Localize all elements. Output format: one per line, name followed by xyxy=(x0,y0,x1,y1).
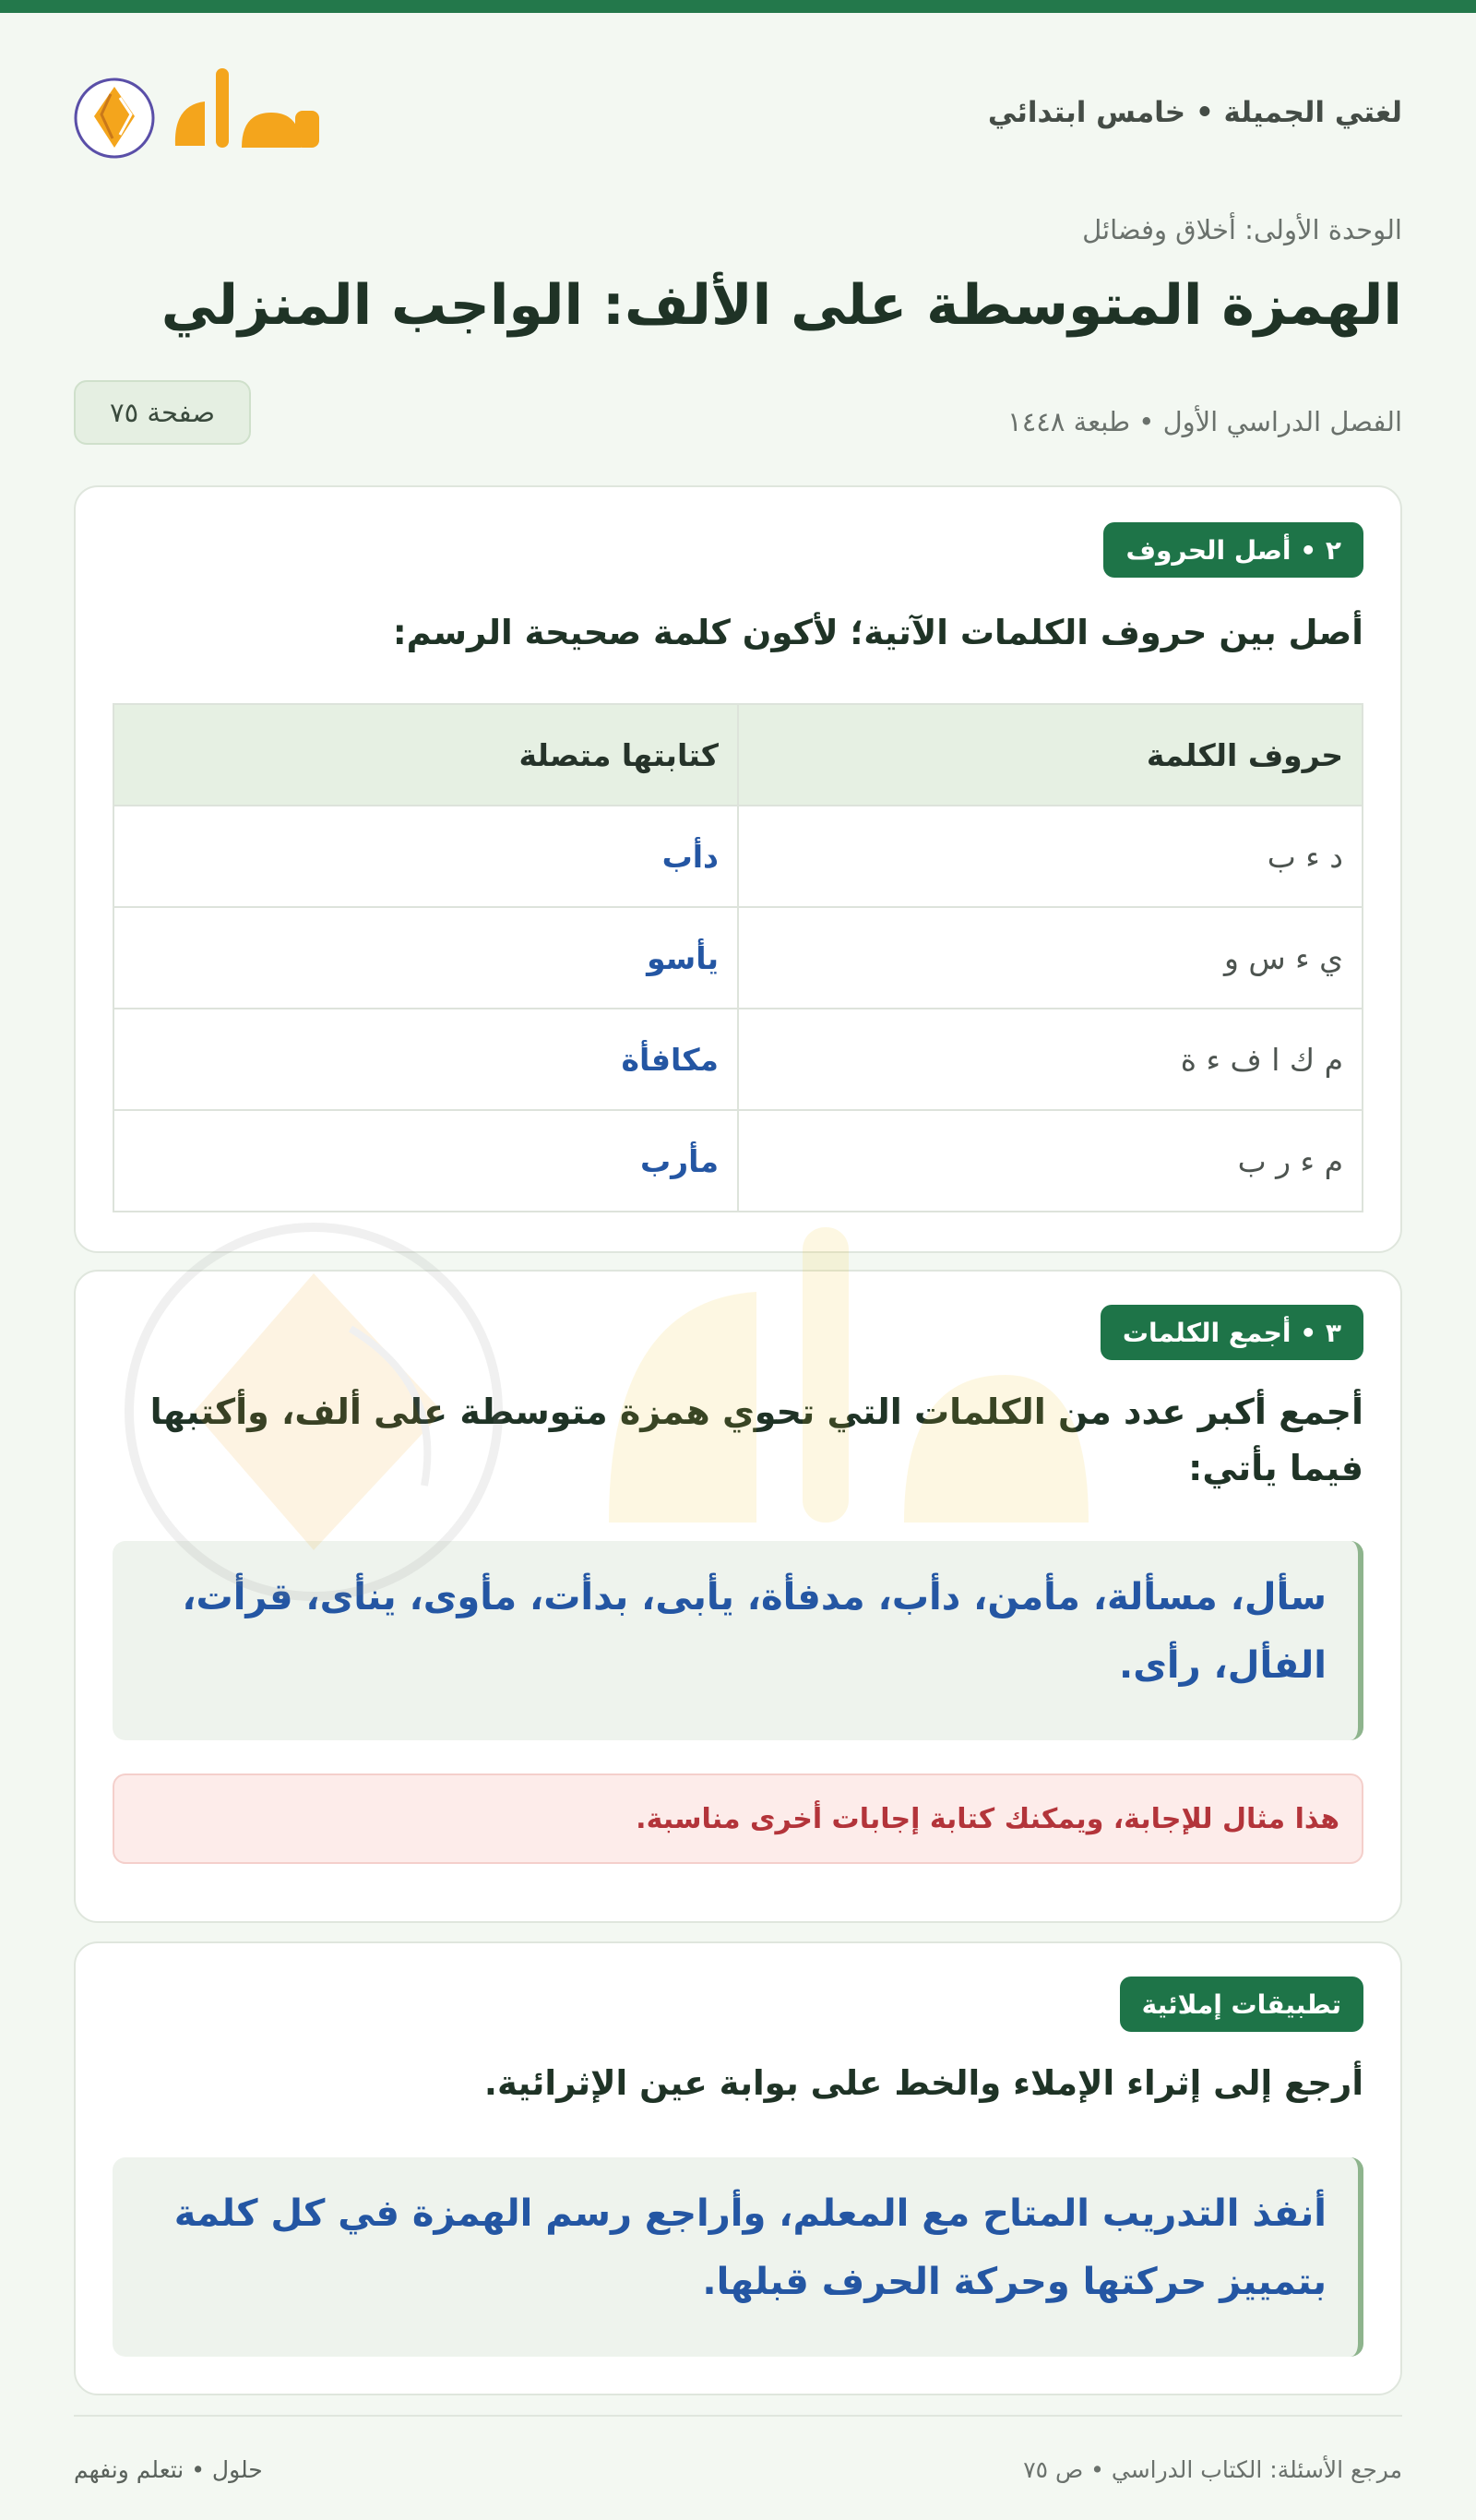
applications-prompt: أرجع إلى إثراء الإملاء والخط على بوابة عين الإثرائية. xyxy=(483,2063,1363,2103)
column-header-joined: كتابتها متصلة xyxy=(113,704,738,806)
semester-edition: الفصل الدراسي الأول • طبعة ١٤٤٨ xyxy=(1007,406,1402,437)
subject-grade-title: لغتي الجميلة • خامس ابتدائي xyxy=(987,96,1402,129)
applications-card xyxy=(74,1941,1402,2395)
joined-word-cell: مأرب xyxy=(113,1110,738,1212)
letters-cell: د ء ب xyxy=(738,806,1363,907)
table-header-row xyxy=(113,704,1363,806)
applications-label: تطبيقات إملائية xyxy=(1120,1977,1363,2032)
question-3-prompt: أجمع أكبر عدد من الكلمات التي تحوي همزة متوسطة على ألف، وأكتبها فيما يأتي: xyxy=(149,1391,1363,1488)
page-number-badge: صفحة ٧٥ xyxy=(74,380,251,445)
unit-label: الوحدة الأولى: أخلاق وفضائل xyxy=(1082,214,1402,245)
applications-answer: أنفذ التدريب المتاح مع المعلم، وأراجع رسم الهمزة في كل كلمة بتمييز حركتها وحركة الحرف قبلها. xyxy=(113,2157,1363,2357)
footer-tagline: حلول • نتعلم ونفهم xyxy=(74,2456,263,2483)
site-header xyxy=(74,13,1402,197)
question-2-card xyxy=(74,485,1402,1253)
table-row xyxy=(113,1110,1363,1212)
question-2-prompt: أصل بين حروف الكلمات الآتية؛ لأكون كلمة صحيحة الرسم: xyxy=(392,613,1363,652)
letters-cell: م ء ر ب xyxy=(738,1110,1363,1212)
footer-reference: مرجع الأسئلة: الكتاب الدراسي • ص ٧٥ xyxy=(1023,2456,1402,2483)
letters-cell: ي ء س و xyxy=(738,907,1363,1009)
joined-word-cell: مكافأة xyxy=(113,1009,738,1110)
footer-divider xyxy=(74,2415,1402,2417)
question-3-card xyxy=(74,1270,1402,1923)
top-accent-bar xyxy=(0,0,1476,13)
lesson-title: الهمزة المتوسطة على الألف: الواجب المنزلي xyxy=(161,273,1402,338)
table-row xyxy=(113,806,1363,907)
joined-word-cell: يأسو xyxy=(113,907,738,1009)
column-header-letters: حروف الكلمة xyxy=(738,704,1363,806)
table-row xyxy=(113,907,1363,1009)
letters-cell: م ك ا ف ء ة xyxy=(738,1009,1363,1110)
letters-table xyxy=(113,703,1363,1212)
answer-note: هذا مثال للإجابة، ويمكنك كتابة إجابات أخرى مناسبة. xyxy=(113,1774,1363,1864)
question-3-answer: سأل، مسألة، مأمن، دأب، مدفأة، يأبى، بدأت، مأوى، ينأى، قرأت، الفأل، رأى. xyxy=(113,1541,1363,1740)
question-2-label: ٢ • أصل الحروف xyxy=(1103,522,1363,578)
hulul-logo[interactable] xyxy=(74,61,332,162)
table-row xyxy=(113,1009,1363,1110)
question-3-label: ٣ • أجمع الكلمات xyxy=(1101,1305,1363,1360)
joined-word-cell: دأب xyxy=(113,806,738,907)
